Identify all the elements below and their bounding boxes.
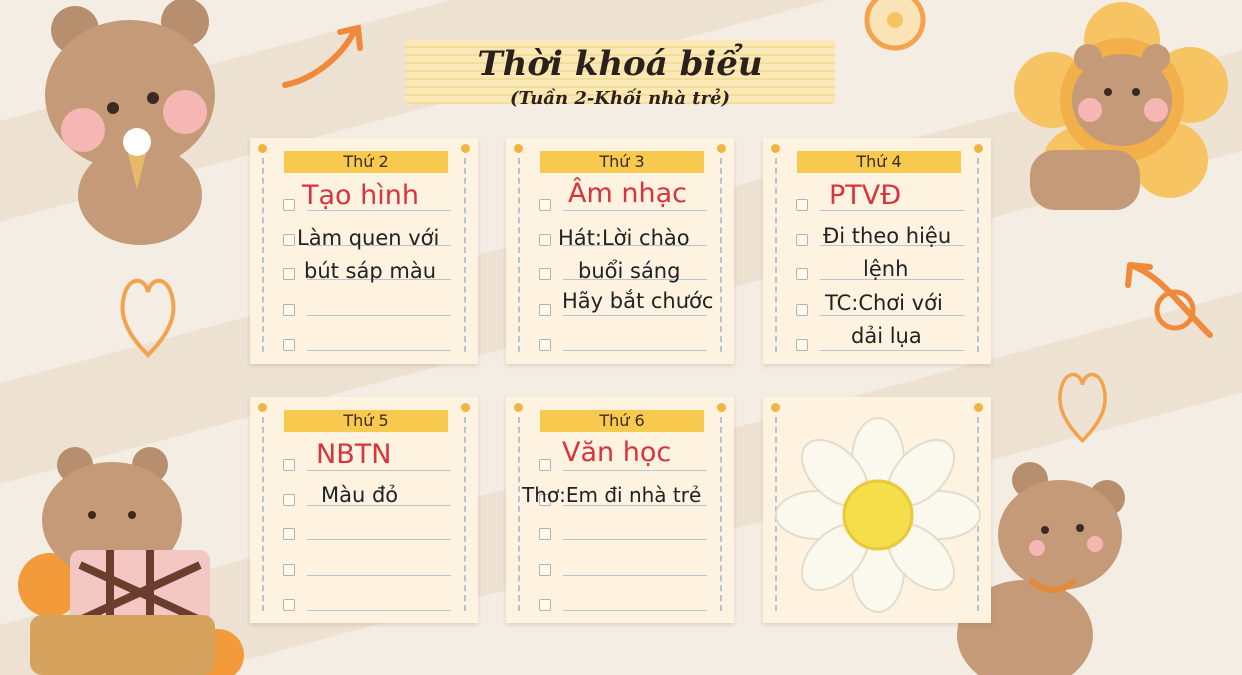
heart-doodle-icon (1055, 365, 1110, 445)
checkbox[interactable] (283, 268, 295, 280)
checkbox[interactable] (539, 199, 551, 211)
bear-icecream-icon (35, 0, 225, 245)
heart-doodle-icon (118, 270, 178, 360)
arrow-doodle-icon (280, 20, 370, 95)
activity-text: Hãy bắt chước (562, 289, 714, 313)
checkbox[interactable] (283, 304, 295, 316)
checkbox[interactable] (796, 304, 808, 316)
schedule-card-wednesday (763, 138, 991, 364)
checkbox[interactable] (796, 268, 808, 280)
checkbox[interactable] (539, 459, 551, 471)
subject-title: Tạo hình (302, 180, 419, 211)
day-label: Thứ 4 (797, 151, 961, 173)
activity-text: bút sáp màu (304, 259, 436, 283)
activity-text: buổi sáng (578, 259, 681, 283)
checkbox[interactable] (796, 339, 808, 351)
checkbox[interactable] (283, 459, 295, 471)
flower-card (763, 397, 991, 623)
activity-text: Thơ:Em đi nhà trẻ (522, 483, 702, 507)
page-title: Thời khoá biểu (477, 44, 763, 84)
day-label: Thứ 2 (284, 151, 448, 173)
checkbox[interactable] (539, 599, 551, 611)
schedule-card-monday (250, 138, 478, 364)
checkbox[interactable] (283, 339, 295, 351)
activity-text: Làm quen với (297, 226, 440, 250)
checkbox[interactable] (283, 234, 295, 246)
activity-text: lệnh (863, 257, 909, 281)
activity-text: Hát:Lời chào (558, 226, 690, 250)
checkbox[interactable] (539, 564, 551, 576)
page-subtitle: (Tuần 2-Khối nhà trẻ) (509, 88, 731, 109)
activity-text: Đi theo hiệu (823, 224, 952, 248)
checkbox[interactable] (796, 234, 808, 246)
day-label: Thứ 3 (540, 151, 704, 173)
checkbox[interactable] (539, 339, 551, 351)
checkbox[interactable] (283, 564, 295, 576)
activity-text: Màu đỏ (321, 483, 399, 507)
flower-doodle-icon (845, 0, 945, 60)
checkbox[interactable] (539, 234, 551, 246)
checkbox[interactable] (283, 494, 295, 506)
subject-title: Âm nhạc (568, 178, 687, 209)
schedule-card-friday (506, 397, 734, 623)
subject-title: Văn học (562, 437, 672, 468)
checkbox[interactable] (283, 199, 295, 211)
checkbox[interactable] (283, 528, 295, 540)
checkbox[interactable] (796, 199, 808, 211)
checkbox[interactable] (539, 528, 551, 540)
checkbox[interactable] (539, 304, 551, 316)
activity-text: dải lụa (851, 324, 922, 348)
checkbox[interactable] (283, 599, 295, 611)
subject-title: PTVĐ (829, 180, 902, 211)
bear-basket-icon (0, 445, 245, 675)
daisy-flower-icon (773, 415, 983, 615)
arrow-doodle-icon (1120, 255, 1220, 345)
day-label: Thứ 6 (540, 410, 704, 432)
schedule-card-thursday (250, 397, 478, 623)
day-label: Thứ 5 (284, 410, 448, 432)
activity-text: TC:Chơi với (825, 291, 943, 315)
sun-bear-icon (1010, 0, 1235, 225)
subject-title: NBTN (316, 439, 392, 470)
checkbox[interactable] (539, 268, 551, 280)
schedule-card-tuesday (506, 138, 734, 364)
